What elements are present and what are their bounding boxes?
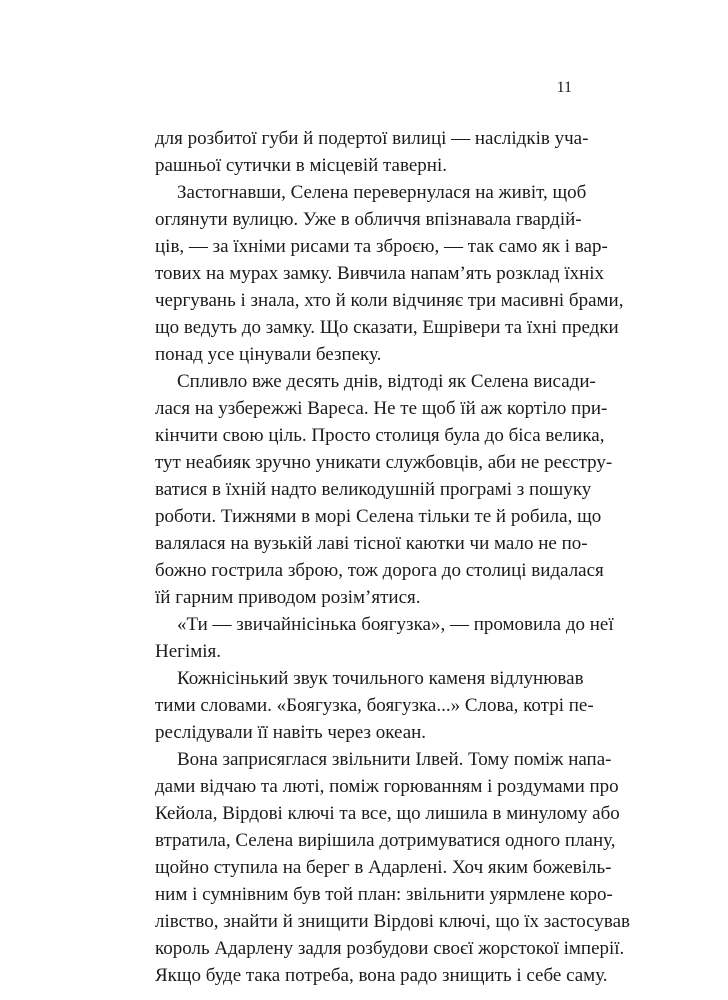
- text-line: ним і сумнівним був той план: звільнити уярмлене коро-: [155, 884, 613, 905]
- text-line: лася на узбережжі Вареса. Не те щоб їй аж кортіло при-: [155, 398, 608, 419]
- text-line: Спливло вже десять днів, відтоді як Селена висади-: [177, 371, 596, 392]
- text-line: понад усе цінували безпеку.: [155, 344, 382, 365]
- text-line: Кожнісінький звук точильного каменя відлунював: [177, 668, 584, 689]
- text-line: для розбитої губи й подертої вилиці — наслідків уча-: [155, 128, 589, 149]
- text-line: тими словами. «Боягузка, боягузка...» Слова, котрі пе-: [155, 695, 594, 716]
- text-line: ців, — за їхніми рисами та зброєю, — так само як і вар-: [155, 236, 608, 257]
- text-line: Кейола, Вірдові ключі та все, що лишила в минулому або: [155, 803, 620, 824]
- text-line: «Ти — звичайнісінька боягузка», — промовила до неї: [177, 614, 614, 635]
- text-line: валялася на вузькій лаві тісної каютки чи мало не по-: [155, 533, 588, 554]
- text-line: дами відчаю та люті, поміж горюванням і роздумами про: [155, 776, 619, 797]
- text-line: тут неабияк зручно уникати службовців, аби не реєстру-: [155, 452, 613, 473]
- text-line: ватися в їхній надто великодушній програмі з пошуку: [155, 479, 592, 500]
- text-line: щойно ступила на берег в Адарлені. Хоч яким божевіль-: [155, 857, 612, 878]
- text-line: роботи. Тижнями в морі Селена тільки те й робила, що: [155, 506, 602, 527]
- text-line: Вона заприсяглася звільнити Ілвей. Тому поміж напа-: [177, 749, 612, 770]
- text-line: король Адарлену задля розбудови своєї жорстокої імперії.: [155, 938, 625, 959]
- text-block: [155, 125, 630, 989]
- paragraph: [155, 368, 613, 611]
- paragraph: [155, 746, 630, 989]
- paragraph: [155, 665, 594, 746]
- text-line: рашньої сутички в місцевій таверні.: [155, 155, 447, 176]
- text-line: тових на мурах замку. Вивчила напам’ять розклад їхніх: [155, 263, 605, 284]
- text-line: лівство, знайти й знищити Вірдові ключі, що їх застосував: [155, 911, 630, 932]
- page-number: 11: [556, 79, 572, 96]
- text-line: реслідували її навіть через океан.: [155, 722, 427, 743]
- text-line: втратила, Селена вирішила дотримуватися одного плану,: [155, 830, 616, 851]
- text-line: кінчити свою ціль. Просто столиця була до біса велика,: [155, 425, 605, 446]
- text-line: що ведуть до замку. Що сказати, Ешрівери та їхні предки: [155, 317, 619, 338]
- text-line: їй гарним приводом розім’ятися.: [155, 587, 421, 608]
- text-line: Застогнавши, Селена перевернулася на живіт, щоб: [177, 182, 587, 203]
- text-line: Негімія.: [155, 641, 222, 662]
- text-line: божно гострила зброю, тож дорога до столиці видалася: [155, 560, 604, 581]
- paragraph: [155, 125, 589, 179]
- text-line: чергувань і знала, хто й коли відчиняє три масивні брами,: [155, 290, 624, 311]
- paragraph: [155, 179, 624, 368]
- paragraph: [155, 611, 614, 665]
- text-line: Якщо буде така потреба, вона радо знищить і себе саму.: [155, 965, 608, 986]
- text-line: оглянути вулицю. Уже в обличчя впізнавала гвардій-: [155, 209, 582, 230]
